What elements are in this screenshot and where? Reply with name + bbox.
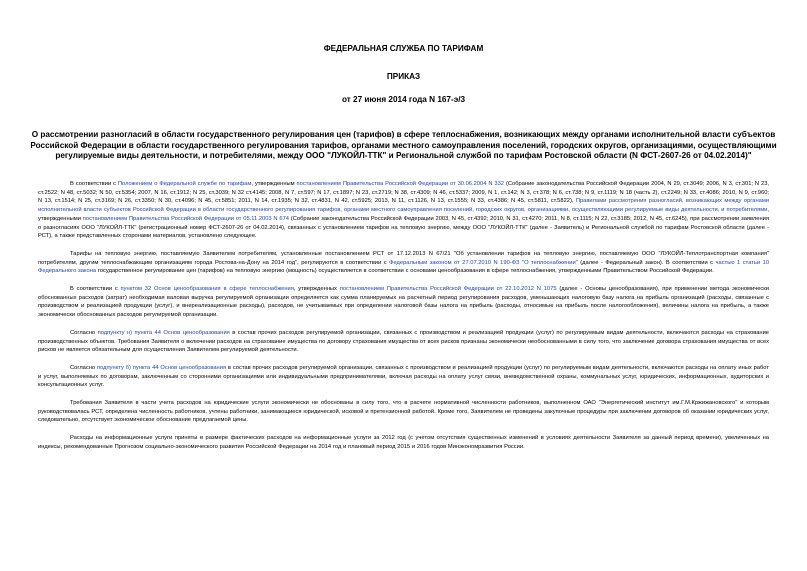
paragraph-text: (далее - Федеральный закон). В соответствии с xyxy=(577,259,716,266)
paragraph-text: в состав прочих расходов регулируемой организации, связанных с производством и реализацией продукции (услуг) по регулируемым видам деятельности, включаются расходы на оплату иных работ и услуг, выполняемых по договорам, заключенным со сторонними организациями или индивидуальными предпринимателями, включая расходы на оплату услуг связи, вневедомственной охраны, коммунальных услуг, юридических, информационных, аудиторских и консультационных услуг. xyxy=(38,364,769,389)
paragraph-text: , утвержденным xyxy=(251,181,297,187)
paragraph-text: государственное регулирование цен (тарифов) на тепловую энергию (мощность) осуществляется в соответствии с основами ценообразования в сфере теплоснабжения, утвержденными Правительством Российской Федерации. xyxy=(96,268,714,275)
document-body xyxy=(38,180,769,461)
document-type-heading: ПРИКАЗ xyxy=(386,72,421,81)
paragraph-text: (далее - Основы ценообразования), при применении метода экономически обоснованных расходов (затрат) необходимая валовая выручка регулируемой организации определяется как сумма планируемых на расчетный период регулирования расходов, уменьшающих налоговую базу налога на прибыль организаций (расходы, связанные с производством и реализацией продукции (услуг), и внереализационные расходы), расходов, не учитываемых при определении налоговой базы налога на прибыль (расходы, относимые на прибыль после налогообложения), величины налога на прибыль, а также экономически обоснованных расходов регулируемой организации. xyxy=(38,286,769,319)
body-paragraph xyxy=(38,434,769,451)
agency-heading: ФЕДЕРАЛЬНАЯ СЛУЖБА ПО ТАРИФАМ xyxy=(323,44,484,53)
paragraph-text: (Собрание законодательства Российской Федерации 2004, N 29, ст.3049; 2006, N 3, ст.301; N 23, ст.2522; N 48, ст.5032; N 50, ст.5354; 2007, N 16, ст.1912; N 25, ст.3039; N 32 ст.4145; 2008, N 7, ст.597; N 17, ст.1897; N 23, ст.2719; N 38, ст.4309; N 46, ст.5337; 2009, N 1, ст.142; N 3, ст.378; N 6, ст.738; N 9, ст.1119; N 18 (часть 2), ст.2249; N 33, ст.4086; 2010, N 9, ст.960; N 13, ст.1514; N 25, ст.3169; N 26, ст.3350; N 30, ст.4096; N 45, ст.5851; 2011, N 14, ст.1935; N 32, ст.4831, N 42, ст.5925; 2013, N 11, ст.1126, N 13, ст.1555; N 33, ст.4386; N 45, ст.5811, ст.5822), xyxy=(38,181,770,205)
paragraph-text: в состав прочих расходов регулируемой организации, связанных с производством и реализацией продукции (услуг) по регулируемым видам деятельности, включаются расходы на страхование производственных объектов. Требования Заявителя о включении расходов на страхование имущества по договору страхования имущества от всех рисков признаны экономически необоснованными в силу того, что заключение договора страхования имущества от всех рисков не является обязательным для осуществления Заявителем регулируемой деятельности. xyxy=(38,329,770,354)
body-paragraph xyxy=(38,250,769,276)
document-hyperlink[interactable]: Правилами рассмотрения разногласий, возникающих между органами исполнительной власти субъектов Российской Федерации в области государственного регулирования тарифов, органами местного самоуправления поселений, городских округов, организациями, осуществляющими регулируемые виды деятельности, и потребителями xyxy=(38,198,769,214)
paragraph-text: В соответствии с xyxy=(70,181,118,187)
document-hyperlink[interactable]: постановлением Правительства Российской Федерации от 05.11.2003 N 674 xyxy=(82,215,290,222)
paragraph-text: Требования Заявителя в части учета расходов на юридические услуги экономически не обоснованы в силу того, что в расчете нормативной численности работников, выполненном ОАО "Энергетический институт им.Г.М.Кржижановского" и которым руководствовалась РСТ, определена численность работников, учтены работники, занимающиеся юридической, исковой и претензионной работой. Кроме того, Заявителем не проведены закупочные процедуры при заключении договоров об оказании юридических услуг, следовательно, отсутствует экономическое обоснование предлагаемой цены. xyxy=(38,400,769,424)
paragraph-text: Согласно xyxy=(70,329,98,336)
document-hyperlink[interactable]: пунктом 32 Основ ценообразования в сфере теплоснабжения xyxy=(120,286,294,293)
document-hyperlink[interactable]: Федеральным законом от 27.07.2010 N 190-ФЗ "О теплоснабжении" xyxy=(389,259,578,266)
paragraph-text: В соответствии с xyxy=(70,286,121,293)
paragraph-text: , утвержденными xyxy=(38,207,769,222)
body-paragraph xyxy=(38,180,769,241)
paragraph-text: , утвержденных xyxy=(293,286,340,293)
document-hyperlink[interactable]: подпункту б) пункта 44 Основ ценообразования xyxy=(96,364,227,371)
document-hyperlink[interactable]: постановлением Правительства Российской Федерации от 30.06.2004 N 332 xyxy=(296,181,505,187)
body-paragraph xyxy=(38,364,769,390)
body-paragraph xyxy=(38,329,769,355)
body-paragraph xyxy=(38,285,769,320)
document-date-number: от 27 июня 2014 года N 167-э/3 xyxy=(341,95,466,104)
paragraph-text: Согласно xyxy=(70,364,97,371)
paragraph-text: Тарифы на тепловую энергию, поставляемую Заявителем потребителям, установленные постановлением РСТ от 17.12.2013 N 67/21 "Об установлении тарифов на тепловую энергию, поставляемую ООО "ЛУКОЙЛ-Теплотранспортная компания" потребителям, другим теплоснабжающим организациям города Ростова-на-Дону на 2014 год", регулируются в соответствии с xyxy=(38,250,769,266)
paragraph-text: (Собрание законодательства Российской Федерации 2003, N 45, ст.4392; 2010, N 31, ст.4270; 2011, N 8, ст.1115; N 22, ст.3185; 2012, N 45, ст.6245), при рассмотрении заявления о разногласиях ООО "ЛУКОЙЛ-ТТК" (регистрационный номер ФСТ-2607-26 от 04.02.2014), связанных с установлением тарифов на тепловую энергию, между ООО "ЛУКОЙЛ-ТТК" (далее - Заявитель) и Региональной службой по тарифам Ростовской области (далее - РСТ), а также представленных сторонами материалов, установлено следующее. xyxy=(38,215,769,240)
document-hyperlink[interactable]: постановлением Правительства Российской Федерации от 22.10.2012 N 1075 xyxy=(339,286,557,293)
body-paragraph xyxy=(38,399,769,425)
document-subject-title: О рассмотрении разногласий в области государственного регулирования цен (тарифов) в сфере теплоснабжения, возникающих между органами исполнительной власти субъектов Российской Федерации в области государственного регулирования тарифов, органами местного самоуправления поселений, городских округов, организациями, осуществляющими регулируемые виды деятельности, и потребителями, между ООО "ЛУКОЙЛ-ТТК" и Региональной службой по тарифам Ростовской области (N ФСТ-2607-26 от 04.02.2014)" xyxy=(30,130,777,161)
document-hyperlink[interactable]: частью 1 статьи 10 Федерального закона xyxy=(38,259,770,275)
paragraph-text: Расходы на информационные услуги приняты в размере фактических расходов на информационные услуги за 2012 год (с учетом отсутствия существенных изменений в условиях деятельности Заявителя за данный период времени), увеличенных на индексы, рекомендованные Прогнозом социально-экономического развития Российской Федерации на 2014 год и плановый период 2015 и 2016 годов Минэкономразвития России. xyxy=(38,435,769,450)
document-hyperlink[interactable]: Положением о Федеральной службе по тарифам xyxy=(117,181,252,187)
document-hyperlink[interactable]: подпункту н) пункта 44 Основ ценообразования xyxy=(97,329,230,336)
